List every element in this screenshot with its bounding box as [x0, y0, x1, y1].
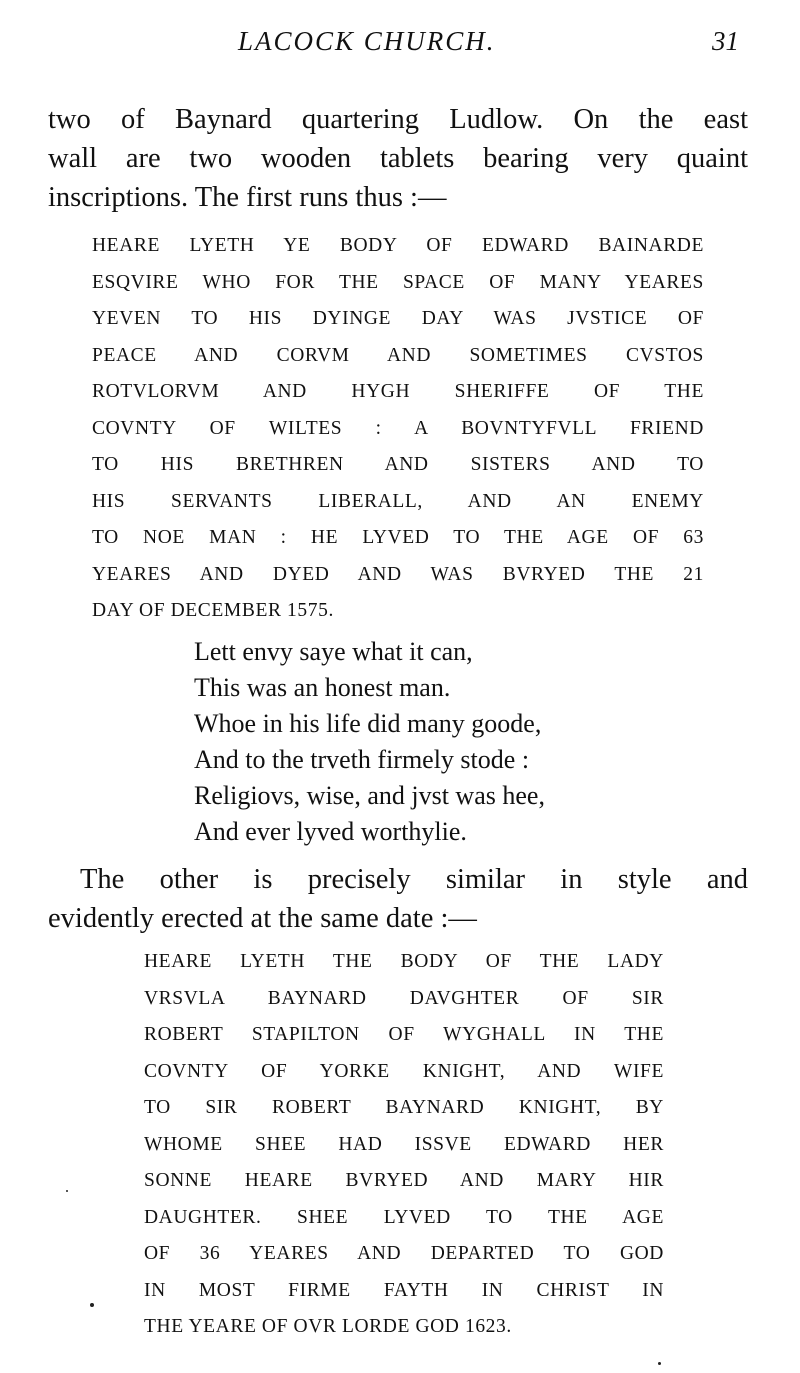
page-number: 31	[712, 26, 739, 56]
running-head	[0, 26, 800, 66]
verse-line: Religiovs, wise, and jvst was hee,	[194, 781, 545, 810]
inscription-edward-bainarde	[92, 228, 704, 630]
inscription-line: HEARE LYETH YE BODY OF EDWARD BAINARDE	[92, 235, 704, 256]
epitaph-verse	[194, 634, 674, 850]
inscription-line: TO HIS BRETHREN AND SISTERS AND TO	[92, 454, 704, 475]
inscription-line: COVNTY OF WILTES : A BOVNTYFVLL FRIEND	[92, 417, 704, 439]
verse-line: This was an honest man.	[194, 673, 451, 702]
inscription-line: HIS SERVANTS LIBERALL, AND AN ENEMY	[92, 490, 704, 512]
inscription-line: PEACE AND CORVM AND SOMETIMES CVSTOS	[92, 344, 704, 366]
inscription-line: SONNE HEARE BVRYED AND MARY HIR	[144, 1170, 664, 1191]
inscription-line: YEARES AND DYED AND WAS BVRYED THE 21	[92, 563, 704, 585]
inscription-line: DAUGHTER. SHEE LYVED TO THE AGE	[144, 1206, 664, 1228]
paragraph-intro	[48, 100, 748, 217]
inscription-line: VRSVLA BAYNARD DAVGHTER OF SIR	[144, 987, 664, 1009]
inscription-line: IN MOST FIRME FAYTH IN CHRIST IN	[144, 1279, 664, 1301]
inscription-line: THE YEARE OF OVR LORDE GOD 1623.	[144, 1316, 512, 1337]
inscription-line: DAY OF DECEMBER 1575.	[92, 600, 334, 621]
paragraph-second-tablet	[48, 860, 748, 938]
verse-line: And to the trveth firmely stode :	[194, 745, 530, 774]
inscription-line: TO SIR ROBERT BAYNARD KNIGHT, BY	[144, 1097, 664, 1118]
inscription-line: WHOME SHEE HAD ISSVE EDWARD HER	[144, 1133, 664, 1155]
inscription-line: ROBERT STAPILTON OF WYGHALL IN THE	[144, 1024, 664, 1045]
text-line: The other is precisely similar in style and	[80, 864, 748, 895]
running-title: LACOCK CHURCH.	[238, 26, 496, 56]
text-line: two of Baynard quartering Ludlow. On the east	[48, 104, 748, 135]
inscription-line: OF 36 YEARES AND DEPARTED TO GOD	[144, 1243, 664, 1264]
inscription-line: YEVEN TO HIS DYINGE DAY WAS JVSTICE OF	[92, 308, 704, 329]
inscription-line: ESQVIRE WHO FOR THE SPACE OF MANY YEARES	[92, 271, 704, 293]
verse-line: Whoe in his life did many goode,	[194, 709, 542, 738]
text-line: inscriptions. The first runs thus :—	[48, 182, 447, 213]
verse-line: And ever lyved worthylie.	[194, 817, 467, 846]
print-speck	[90, 1303, 94, 1307]
inscription-line: COVNTY OF YORKE KNIGHT, AND WIFE	[144, 1060, 664, 1082]
text-line: wall are two wooden tablets bearing very quaint	[48, 143, 748, 174]
print-speck	[658, 1362, 661, 1365]
verse-line: Lett envy saye what it can,	[194, 637, 473, 666]
inscription-line: ROTVLORVM AND HYGH SHERIFFE OF THE	[92, 381, 704, 402]
inscription-line: HEARE LYETH THE BODY OF THE LADY	[144, 951, 664, 972]
inscription-line: TO NOE MAN : HE LYVED TO THE AGE OF 63	[92, 527, 704, 548]
text-line: evidently erected at the same date :—	[48, 903, 477, 934]
print-speck	[66, 1190, 68, 1192]
inscription-lady-vrsvla-baynard	[144, 944, 664, 1346]
